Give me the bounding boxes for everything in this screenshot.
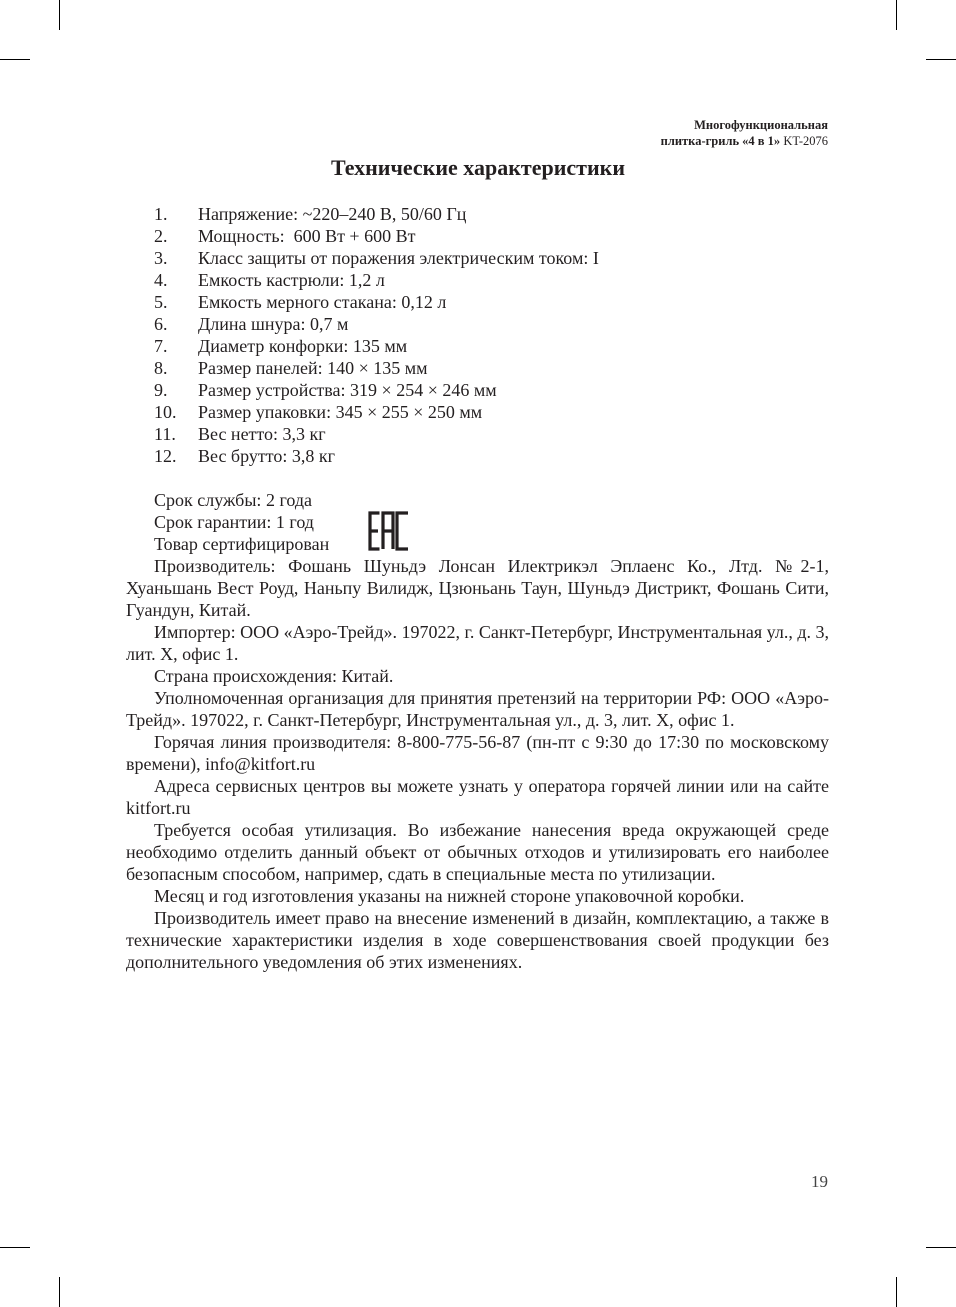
spec-item xyxy=(154,335,599,357)
header-product: плитка-гриль «4 в 1» xyxy=(660,134,781,148)
crop-mark xyxy=(59,1277,60,1307)
hotline-paragraph: Горячая линия производителя: 8-800-775-56-87 (пн-пт с 9:30 до 17:30 по московскому времени), info@kitfort.ru xyxy=(126,732,829,774)
spec-item xyxy=(154,269,599,291)
spec-number: 6. xyxy=(154,314,168,334)
spec-text: Вес нетто: 3,3 кг xyxy=(198,424,326,444)
spec-number: 11. xyxy=(154,424,176,444)
spec-list xyxy=(154,203,599,467)
spec-item xyxy=(154,401,599,423)
page-title: Технические характеристики xyxy=(330,155,626,180)
header-model: KT-2076 xyxy=(783,134,828,148)
crop-mark xyxy=(0,1247,30,1248)
origin-paragraph: Страна происхождения: Китай. xyxy=(154,666,394,686)
header-line-1: Многофункциональная xyxy=(694,118,828,132)
spec-text: Класс защиты от поражения электрическим током: I xyxy=(198,248,599,268)
spec-number: 12. xyxy=(154,446,177,466)
service-centers-paragraph: Адреса сервисных центров вы можете узнать у оператора горячей линии или на сайте kitfort.ru xyxy=(126,776,829,818)
manufacture-date-paragraph: Месяц и год изготовления указаны на нижней стороне упаковочной коробки. xyxy=(154,886,745,906)
spec-text: Размер панелей: 140 × 135 мм xyxy=(198,358,428,378)
spec-number: 4. xyxy=(154,270,168,290)
authorized-organization-paragraph: Уполномоченная организация для принятия претензий на территории РФ: ООО «Аэро-Трейд». 197022, г. Санкт-Петербург, Инструментальная ул., д. 3, лит. Х, офис 1. xyxy=(126,688,829,730)
spec-item xyxy=(154,291,599,313)
crop-mark xyxy=(926,1247,956,1248)
rights-paragraph: Производитель имеет право на внесение изменений в дизайн, комплектацию, а также в технические характеристики изделия в ходе совершенствования своей продукции без дополнительного уведомления об этих изменениях. xyxy=(126,908,829,972)
spec-text: Емкость кастрюли: 1,2 л xyxy=(198,270,385,290)
spec-number: 9. xyxy=(154,380,168,400)
service-info xyxy=(154,489,329,555)
spec-text: Напряжение: ~220–240 В, 50/60 Гц xyxy=(198,204,467,224)
spec-number: 2. xyxy=(154,226,168,246)
spec-text: Размер устройства: 319 × 254 × 246 мм xyxy=(198,380,497,400)
spec-number: 10. xyxy=(154,402,177,422)
spec-text: Емкость мерного стакана: 0,12 л xyxy=(198,292,447,312)
page-number: 19 xyxy=(811,1172,828,1191)
legal-information xyxy=(126,555,829,973)
spec-item xyxy=(154,379,599,401)
crop-mark xyxy=(896,1277,897,1307)
spec-item xyxy=(154,247,599,269)
running-header xyxy=(661,117,828,149)
manufacturer-paragraph: Производитель: Фошань Шуньдэ Лонсан Илектрикэл Эплаенс Ко., Лтд. №2-1, Хуаньшань Вест Роуд, Наньпу Вилидж, Цзюньань Таун, Шуньдэ Дистрикт, Фошань Сити, Гуандун, Китай. xyxy=(126,556,829,620)
spec-item xyxy=(154,225,599,247)
crop-mark xyxy=(926,59,956,60)
crop-mark xyxy=(59,0,60,30)
spec-number: 3. xyxy=(154,248,168,268)
certification-note: Товар сертифицирован xyxy=(154,534,330,554)
spec-item xyxy=(154,203,599,225)
spec-item xyxy=(154,423,599,445)
spec-item xyxy=(154,357,599,379)
spec-number: 5. xyxy=(154,292,168,312)
spec-item xyxy=(154,445,599,467)
service-life: Срок службы: 2 года xyxy=(154,490,313,510)
header-line-2 xyxy=(661,133,828,149)
spec-number: 1. xyxy=(154,204,168,224)
crop-mark xyxy=(896,0,897,30)
spec-text: Длина шнура: 0,7 м xyxy=(198,314,349,334)
spec-text: Мощность: 600 Вт + 600 Вт xyxy=(198,226,416,246)
spec-number: 7. xyxy=(154,336,168,356)
importer-paragraph: Импортер: ООО «Аэро-Трейд». 197022, г. Санкт-Петербург, Инструментальная ул., д. 3, лит. Х, офис 1. xyxy=(126,622,829,664)
spec-text: Диаметр конфорки: 135 мм xyxy=(198,336,408,356)
spec-text: Размер упаковки: 345 × 255 × 250 мм xyxy=(198,402,483,422)
eac-logo-icon xyxy=(368,511,410,551)
disposal-paragraph: Требуется особая утилизация. Во избежание нанесения вреда окружающей среде необходимо отделить данный объект от обычных отходов и утилизировать его наиболее безопасным способом, например, сдать в специальные места по утилизации. xyxy=(126,820,829,884)
spec-item xyxy=(154,313,599,335)
warranty-period: Срок гарантии: 1 год xyxy=(154,512,314,532)
crop-mark xyxy=(0,59,30,60)
spec-number: 8. xyxy=(154,358,168,378)
spec-text: Вес брутто: 3,8 кг xyxy=(198,446,335,466)
